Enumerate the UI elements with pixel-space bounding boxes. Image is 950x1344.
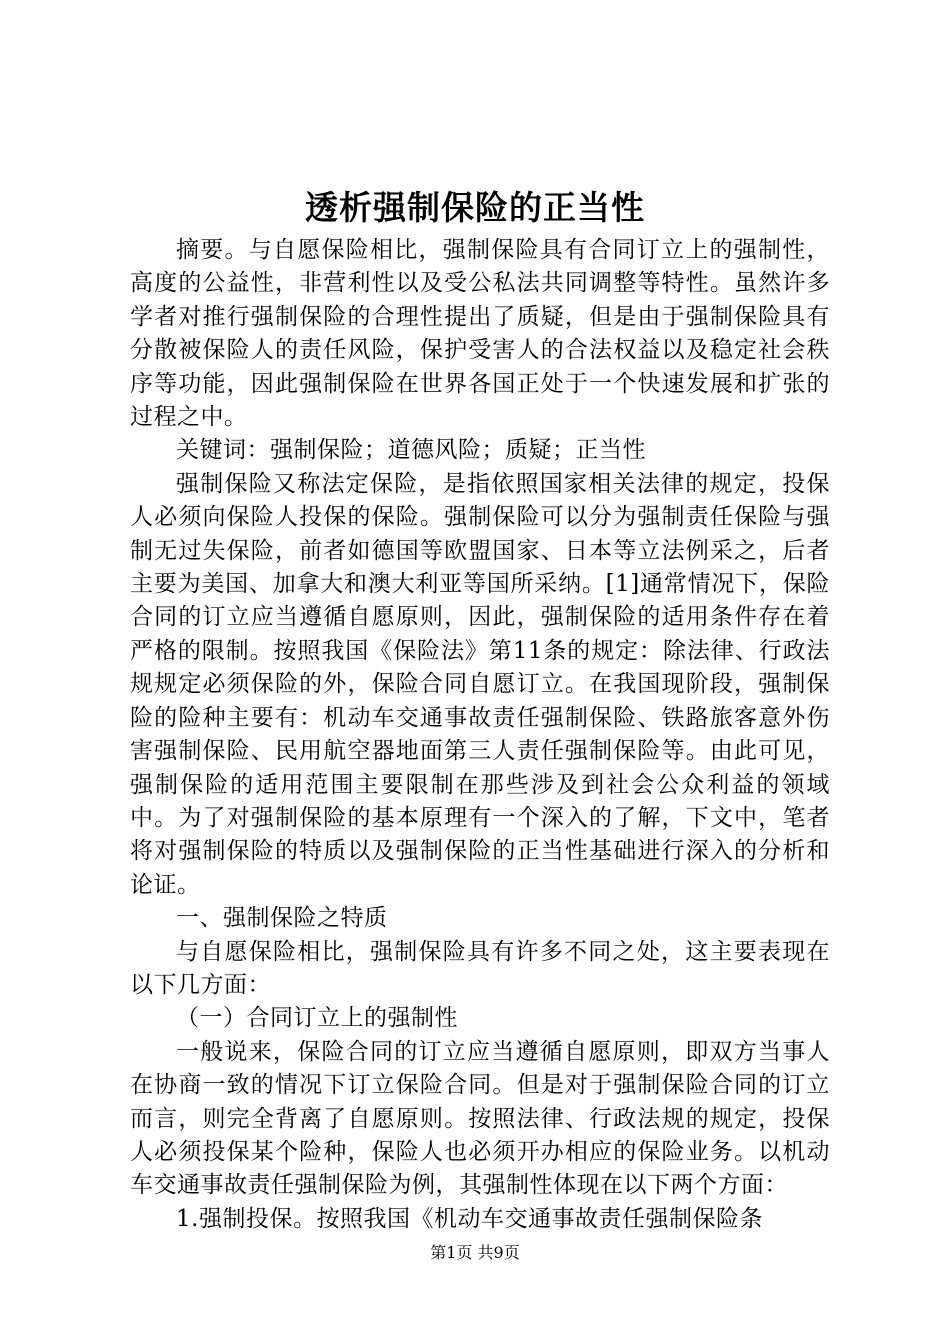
body-paragraph: 一般说来，保险合同的订立应当遵循自愿原则，即双方当事人在协商一致的情况下订立保险合同。但是对于强制保险合同的订立而言，则完全背离了自愿原则。按照法律、行政法规的规定，投保人必须投保某个险种，保险人也必须开办相应的保险业务。以机动车交通事故责任强制保险为例，其强制性体现在以下两个方面： — [130, 1038, 830, 1199]
abstract-paragraph: 摘要。与自愿保险相比，强制保险具有合同订立上的强制性，高度的公益性，非营利性以及受公私法共同调整等特性。虽然许多学者对推行强制保险的合理性提出了质疑，但是由于强制保险具有分散被保险人的责任风险，保护受害人的合法权益以及稳定社会秩序等功能，因此强制保险在世界各国正处于一个快速发展和扩张的过程之中。 — [130, 237, 830, 431]
list-item: 1.强制投保。按照我国《机动车交通事故责任强制保险条 — [176, 1205, 763, 1232]
body-paragraph: 与自愿保险相比，强制保险具有许多不同之处，这主要表现在以下几方面： — [130, 938, 830, 998]
document-body — [130, 234, 830, 1236]
section-heading: 一、强制保险之特质 — [176, 905, 388, 932]
keywords-paragraph: 关键词：强制保险；道德风险；质疑；正当性 — [176, 437, 646, 464]
subsection-heading: （一）合同订立上的强制性 — [176, 1005, 458, 1032]
body-paragraph: 强制保险又称法定保险，是指依照国家相关法律的规定，投保人必须向保险人投保的保险。强制保险可以分为强制责任保险与强制无过失保险，前者如德国等欧盟国家、日本等立法例采之，后者主要为美国、加拿大和澳大利亚等国所采纳。[1]通常情况下，保险合同的订立应当遵循自愿原则，因此，强制保险的适用条件存在着严格的限制。按照我国《保险法》第11条的规定：除法律、行政法规规定必须保险的外，保险合同自愿订立。在我国现阶段，强制保险的险种主要有：机动车交通事故责任强制保险、铁路旅客意外伤害强制保险、民用航空器地面第三人责任强制保险等。由此可见，强制保险的适用范围主要限制在那些涉及到社会公众利益的领域中。为了对强制保险的基本原理有一个深入的了解，下文中，笔者将对强制保险的特质以及强制保险的正当性基础进行深入的分析和论证。 — [130, 470, 830, 898]
document-title: 透析强制保险的正当性 — [305, 188, 645, 227]
page-number: 第1页 共9页 — [430, 1243, 520, 1262]
